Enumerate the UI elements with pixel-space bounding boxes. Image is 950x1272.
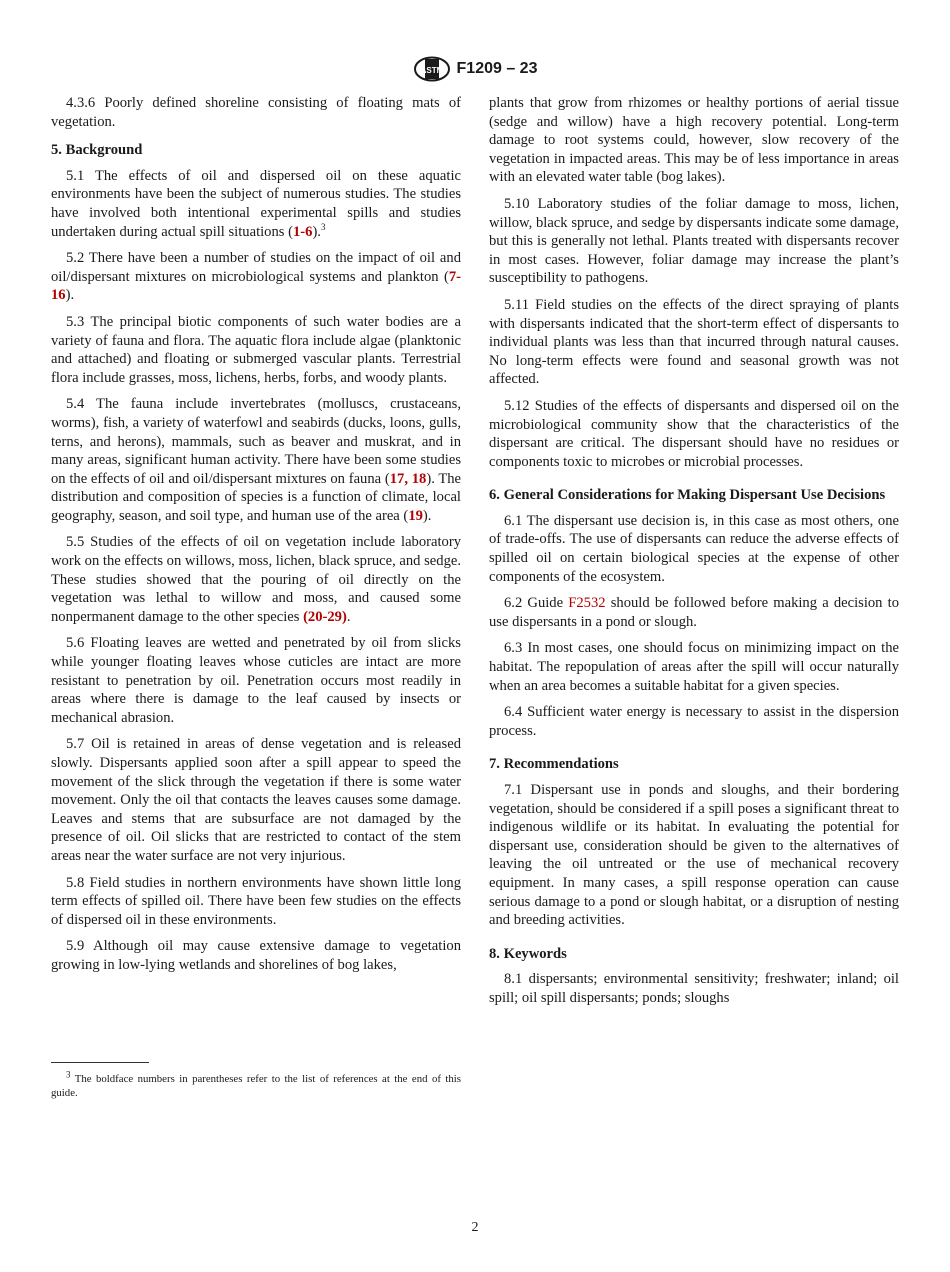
paragraph-5-9: 5.9 Although oil may cause extensive damage to vegetation growing in low-lying wetlands and shorelines of bog lakes, xyxy=(51,938,461,973)
left-column xyxy=(51,94,461,983)
paragraph-5-1: 5.1 The effects of oil and dispersed oil on these aquatic environments have been the subject of numerous studies. The studies have involved both intentional experimental spills and studies undertaken during actual spill situations (1-6).$^3$ xyxy=(51,167,461,240)
paragraph-4-3-6: 4.3.6 Poorly defined shoreline consisting of floating mats of vegetation. xyxy=(51,95,461,130)
citation-link[interactable]: (20-29) xyxy=(303,608,347,625)
paragraph-5-12: 5.12 Studies of the effects of dispersants and dispersed oil on the microbiological community show that the characteristics of the dispersant are critical. The dispersant should have no residues or components toxic to microbes or microbial processes. xyxy=(489,397,899,470)
footnote-3: $^3$ The boldface numbers in parentheses refer to the list of references at the end of this guide. xyxy=(51,1069,461,1099)
section-heading-general-considerations: 6. General Considerations for Making Dispersant Use Decisions xyxy=(489,487,886,504)
citation-link[interactable]: 17, 18 xyxy=(389,470,427,487)
section-heading-recommendations: 7. Recommendations xyxy=(489,756,619,773)
paragraph-5-8: 5.8 Field studies in northern environments have shown little long term effects of spilled oil. There have been few studies on the effects of dispersed oil in these environments. xyxy=(51,874,461,928)
astm-logo-icon xyxy=(413,56,451,82)
paragraph-6-3: 6.3 In most cases, one should focus on minimizing impact on the habitat. The repopulation of areas after the spill will occur naturally when an area becomes a suitable habitat for a given species. xyxy=(489,640,899,694)
footnote-marker[interactable]: 3 xyxy=(320,221,326,232)
paragraph-5-7: 5.7 Oil is retained in areas of dense vegetation and is released slowly. Dispersants applied soon after a spill appear to speed the movement of the slick through the vegetation if there is some water movement. Only the oil that contacts the leaves causes some damage. Leaves and stems that are subsurface are not damaged by the presence of oil. Oil slicks that are restricted to contact of the stem areas near the water surface are not very injurious. xyxy=(51,736,461,864)
paragraph-5-9-continued: plants that grow from rhizomes or healthy portions of aerial tissue (sedge and willow) have a high recovery potential. Long-term damage to root systems could, however, slow recovery of the vegetation in impacted areas. This may be of less importance in areas with an elevated water table (bog lakes). xyxy=(489,95,899,186)
paragraph-6-2: 6.2 Guide F2532 should be followed before making a decision to use dispersants in a pond or slough. xyxy=(489,595,899,630)
svg-text:ASTM: ASTM xyxy=(420,66,443,75)
paragraph-5-11: 5.11 Field studies on the effects of the direct spraying of plants with dispersants indicated that the short-term effect of dispersants to individual plants was less than that incurred through natural causes. No long-term effects were found and seasonal growth was not affected. xyxy=(489,296,899,388)
section-heading-background: 5. Background xyxy=(51,142,143,159)
paragraph-5-10: 5.10 Laboratory studies of the foliar damage to moss, lichen, willow, black spruce, and sedge by dispersants indicate some damage, but this is generally not lethal. Plants treated with dispersants recover in most cases. However, foliar damage may increase the plant’s susceptibility to pathogens. xyxy=(489,195,899,287)
paragraph-5-3: 5.3 The principal biotic components of such water bodies are a variety of fauna and flora. The aquatic flora include algae (planktonic and attached) and floating or submerged vascular plants. Terrestrial flora include grasses, moss, lichens, herbs, forbs, and woody plants. xyxy=(51,313,461,386)
footnote-divider xyxy=(51,1062,149,1063)
citation-link[interactable]: 1-6 xyxy=(292,223,313,240)
page-number: 2 xyxy=(471,1220,479,1235)
citation-link[interactable]: 19 xyxy=(408,507,423,524)
paragraph-8-1: 8.1 dispersants; environmental sensitivity; freshwater; inland; oil spill; oil spill dispersants; ponds; sloughs xyxy=(489,971,899,1006)
citation-link[interactable]: 7-16 xyxy=(51,268,461,304)
paragraph-6-4: 6.4 Sufficient water energy is necessary to assist in the dispersion process. xyxy=(489,704,899,739)
document-designation: F1209 – 23 xyxy=(456,60,538,77)
paragraph-7-1: 7.1 Dispersant use in ponds and sloughs, and their bordering vegetation, should be considered if a spill poses a significant threat to indigenous wildlife or its habitat. In evaluating the potential for dispersant use, consideration should be given to the alternatives of leaving the oil untreated or the use of mechanical recovery equipment. In many cases, a spill response operation can cause serious damage to a pond or slough habitat, or a disruption of nesting and breeding activities. xyxy=(489,782,899,929)
paragraph-6-1: 6.1 The dispersant use decision is, in this case as most others, one of trade-offs. The use of dispersants can reduce the adverse effects of spilled oil on certain biological species at the expense of other components of the ecosystem. xyxy=(489,512,899,585)
paragraph-5-4: 5.4 The fauna include invertebrates (molluscs, crustaceans, worms), fish, a variety of waterfowl and seabirds (ducks, loons, gulls, terns, and herons), mammals, such as beaver and muskrat, and in many areas, significant human activity. There have been some studies on the effects of oil and oil/dispersant mixtures on fauna (17, 18). The distribution and composition of species is a function of climate, local geography, season, and soil type, and human use of the area (19). xyxy=(51,396,462,524)
page-header xyxy=(0,56,950,82)
section-heading-keywords: 8. Keywords xyxy=(489,945,567,962)
paragraph-5-6: 5.6 Floating leaves are wetted and penetrated by oil from slicks while younger floating leaves whose cuticles are intact are more resistant to penetration by oil. Penetration occurs most readily in areas where there is damage to the leaf caused by insects or mechanical abrasion. xyxy=(51,635,461,726)
right-column xyxy=(489,94,899,1016)
standard-link-f2532[interactable]: F2532 xyxy=(568,595,606,612)
paragraph-5-2: 5.2 There have been a number of studies on the impact of oil and oil/dispersant mixtures on microbiological systems and plankton (7-16). xyxy=(51,250,461,304)
paragraph-5-5: 5.5 Studies of the effects of oil on vegetation include laboratory work on the effects on willows, moss, lichen, black spruce, and sedge. These studies showed that the pouring of oil directly on the vegetation was lethal to willow and moss, and caused some nonpermanent damage to the other species (20-29). xyxy=(51,534,461,625)
